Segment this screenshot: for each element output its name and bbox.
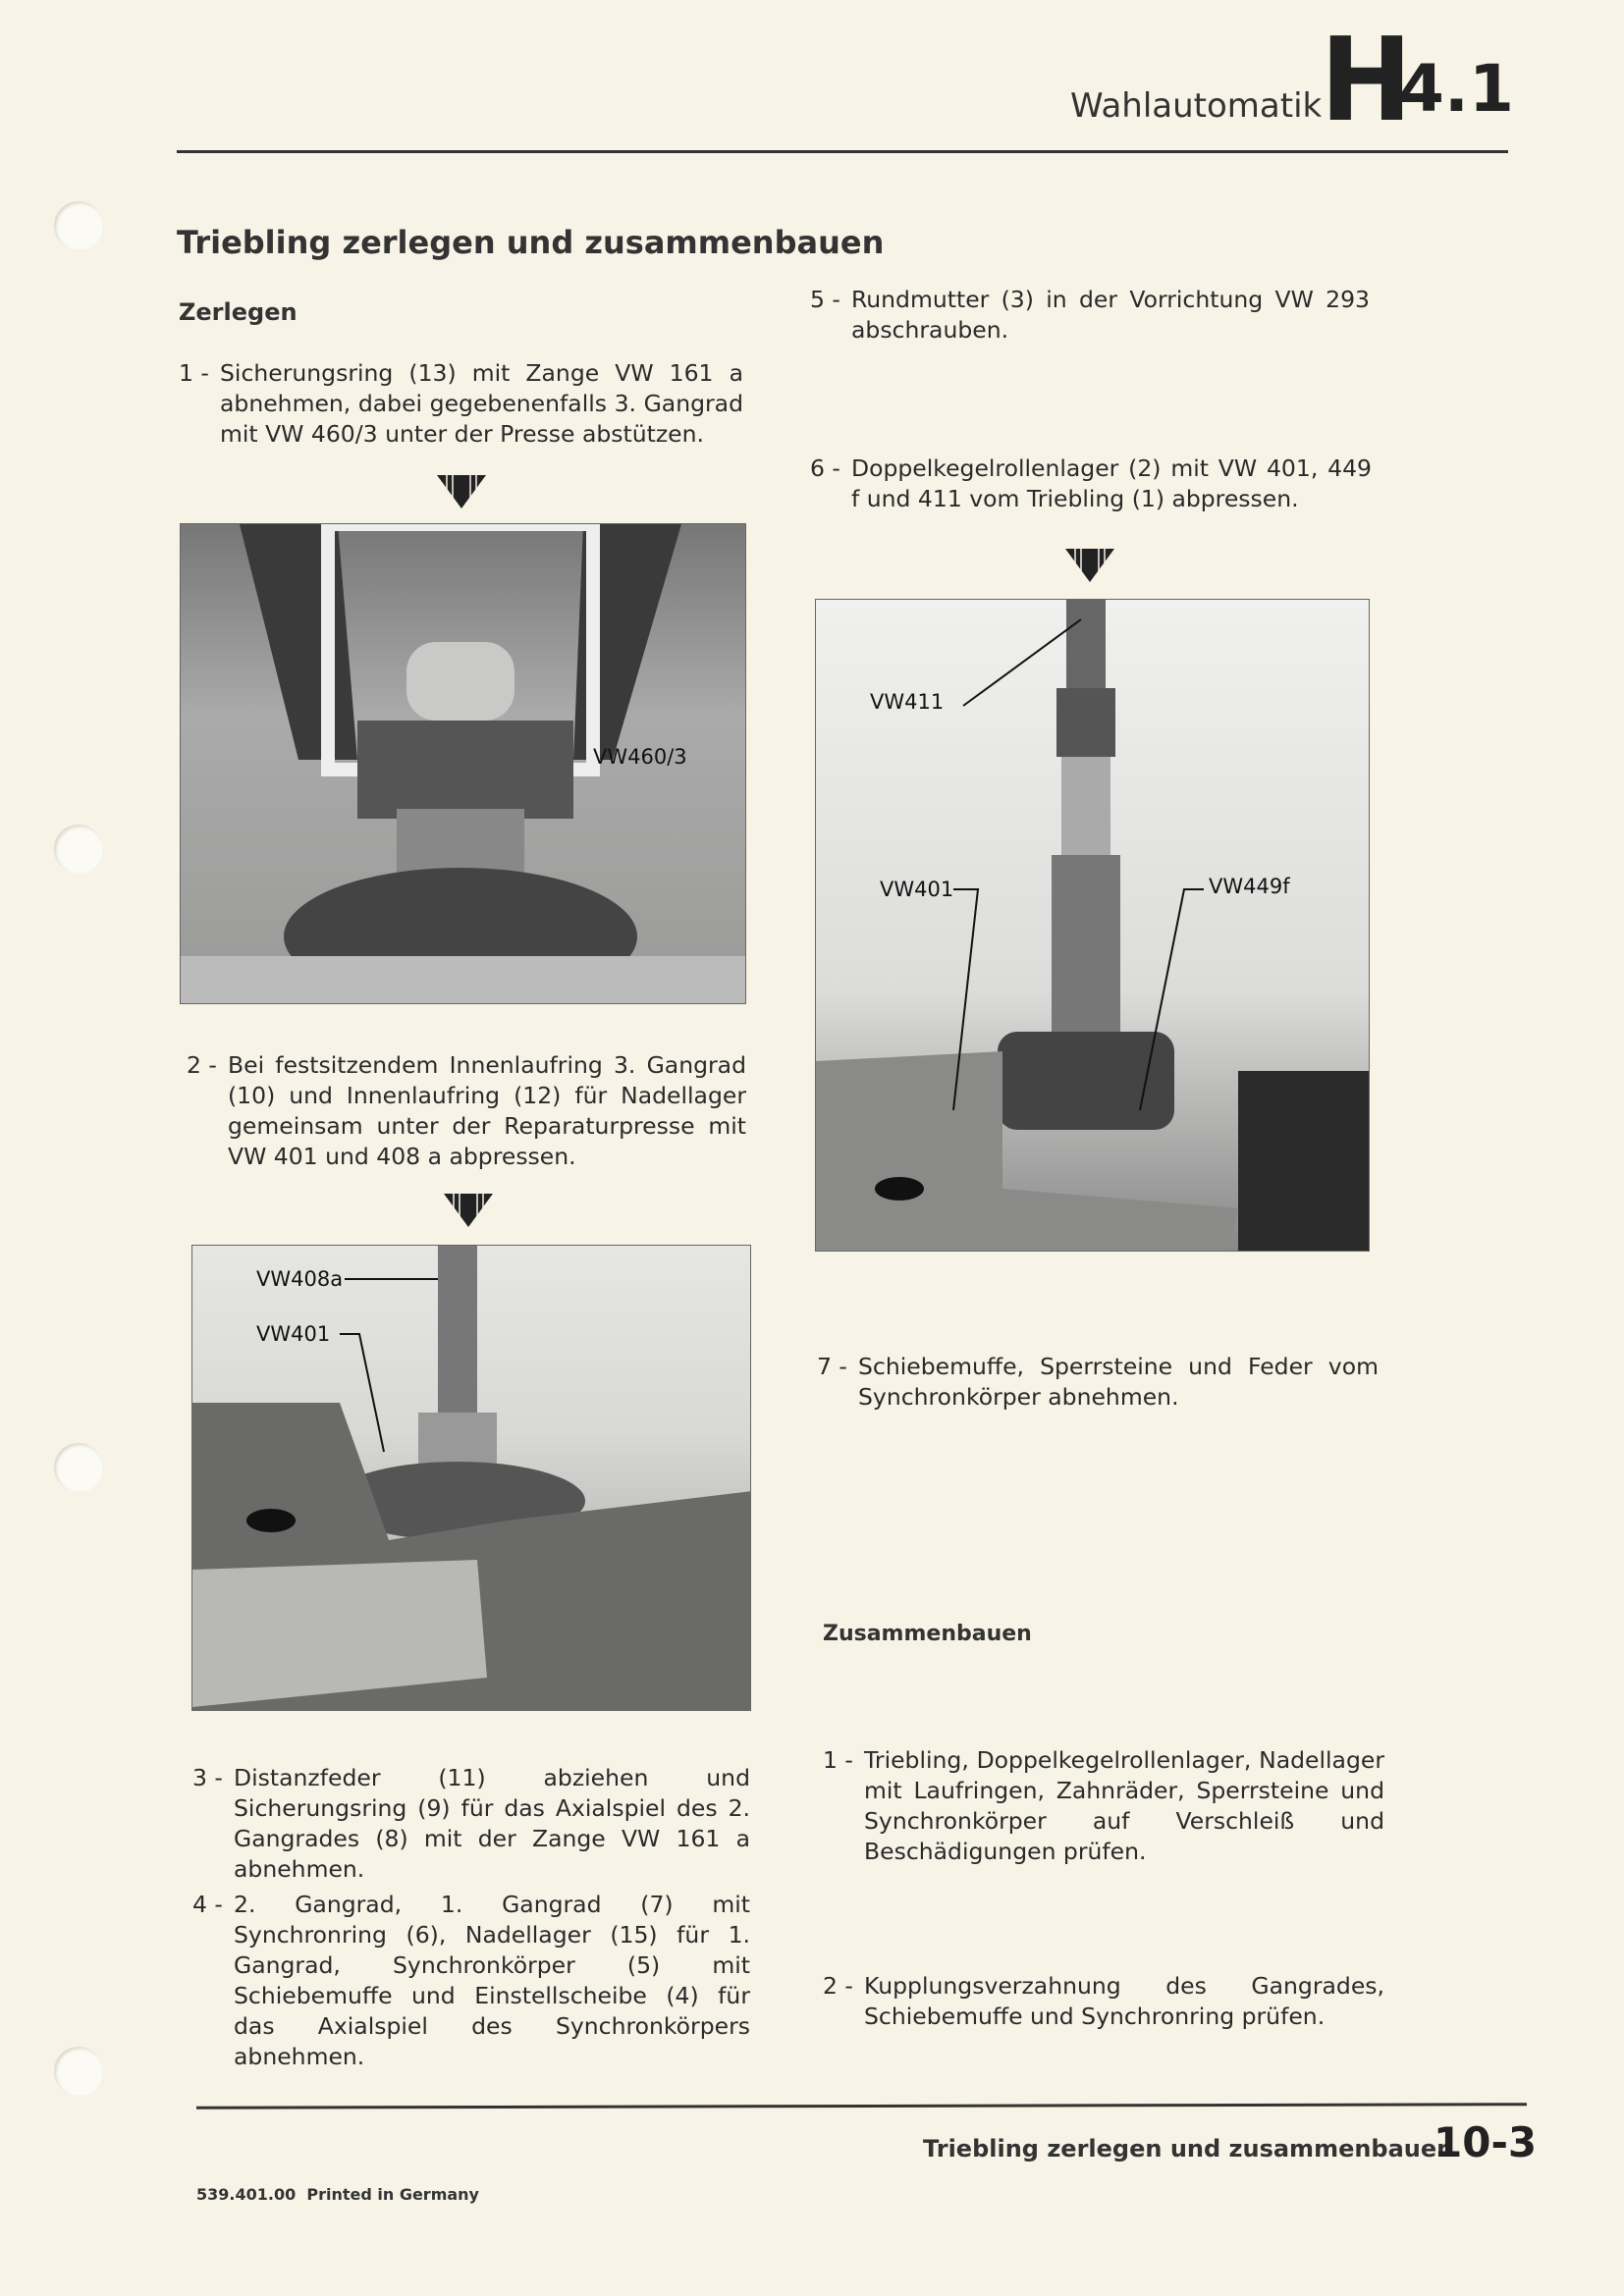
photo-bearing-press [815,599,1370,1252]
step-number: 5 - [810,286,840,313]
print-code: 539.401.00 Printed in Germany [196,2185,479,2204]
step-number: 1 - [823,1746,853,1774]
photo-gear-press [180,523,746,1004]
tool-label: VW408a [256,1267,344,1291]
step-number: 7 - [817,1353,847,1380]
assembly-step-1 [823,1745,1384,1867]
step-number: 3 - [192,1764,223,1791]
header-letter: H [1320,12,1413,147]
step-text: Triebling, Doppelkegelrollenlager, Nadellager mit Laufringen, Zahnräder, Sperrsteine und Synchronkörper auf Verschleiß und Beschädigungen prüfen. [864,1746,1384,1865]
down-arrow-icon [407,471,515,510]
step-text: Doppelkegelrollenlager (2) mit VW 401, 449 f und 411 vom Triebling (1) abpressen. [851,454,1372,512]
page-title: Triebling zerlegen und zusammenbauen [177,224,885,261]
header-section: Wahlautomatik [1070,86,1323,126]
subheading-zusammenbauen: Zusammenbauen [823,1622,1032,1646]
header-rule [177,150,1508,153]
footer-title: Triebling zerlegen und zusammenbauen [923,2135,1454,2163]
step-text: Distanzfeder (11) abziehen und Sicherungsring (9) für das Axialspiel des 2. Gangrades (8) mit der Zange VW 161 a abnehmen. [234,1764,750,1883]
step-text: Sicherungsring (13) mit Zange VW 161 a abnehmen, dabei gegebenenfalls 3. Gangrad mit VW 460/3 unter der Presse abstützen. [220,359,743,448]
step-5 [810,285,1370,346]
step-text: Bei festsitzendem Innenlaufring 3. Gangrad (10) und Innenlaufring (12) für Nadellager gemeinsam unter der Reparaturpresse mit VW 401 und 408 a abpressen. [228,1051,746,1170]
step-text: 2. Gangrad, 1. Gangrad (7) mit Synchronring (6), Nadellager (15) für 1. Gangrad, Synchronkörper (5) mit Schiebemuffe und Einstellscheibe (4) für das Axialspiel des Synchronkörpers abnehmen. [234,1891,750,2070]
tool-label: VW401 [880,878,954,901]
step-7 [817,1352,1379,1413]
step-number: 1 - [179,359,209,387]
tool-label: VW401 [256,1322,331,1346]
binder-hole [54,825,103,874]
step-6 [810,454,1372,514]
binder-hole [54,201,103,250]
step-number: 2 - [187,1051,217,1079]
step-text: Rundmutter (3) in der Vorrichtung VW 293 abschrauben. [851,286,1370,344]
step-2 [187,1050,746,1172]
step-1 [179,358,743,450]
header-number: 4.1 [1399,51,1514,127]
page-number: 10-3 [1434,2118,1538,2166]
step-3 [192,1763,750,1885]
step-number: 4 - [192,1891,223,1918]
down-arrow-icon [1036,545,1144,584]
assembly-step-2 [823,1971,1384,2032]
binder-hole [54,2047,103,2096]
binder-hole [54,1443,103,1492]
tool-label: VW411 [870,690,945,714]
photo-press-out [191,1245,751,1711]
footer-rule [196,2103,1527,2109]
leader-lines [192,1246,751,1711]
step-number: 6 - [810,454,840,482]
step-number: 2 - [823,1972,853,2000]
step-text: Schiebemuffe, Sperrsteine und Feder vom Synchronkörper abnehmen. [858,1353,1379,1411]
down-arrow-icon [414,1190,522,1229]
tool-label: VW460/3 [593,745,687,769]
step-text: Kupplungsverzahnung des Gangrades, Schiebemuffe und Synchronring prüfen. [864,1972,1384,2030]
leader-lines [816,600,1370,1252]
tool-label: VW449f [1209,875,1290,898]
subheading-zerlegen: Zerlegen [179,298,298,326]
step-4 [192,1890,750,2072]
